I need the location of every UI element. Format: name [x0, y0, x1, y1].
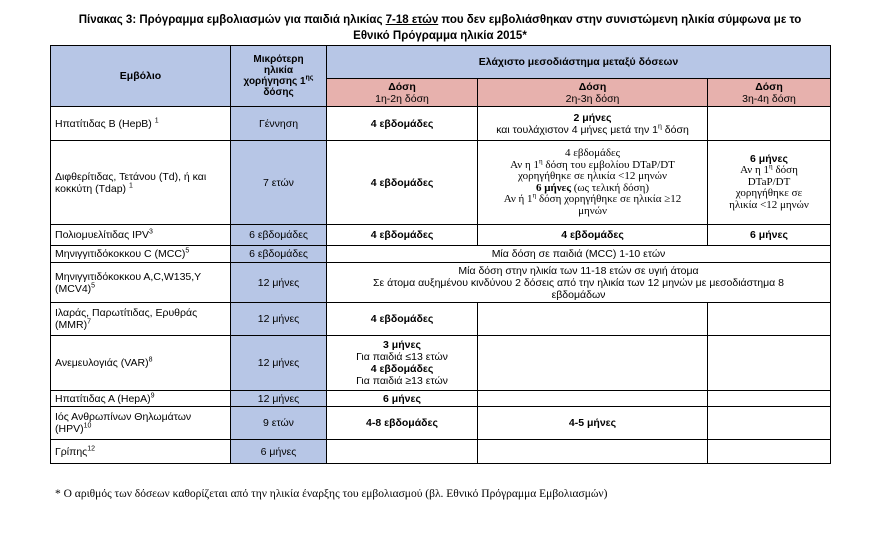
vaccine-name-flu: Γρίπης$^{12}$	[51, 440, 231, 464]
interval-2-var	[478, 336, 708, 391]
table-row-mmr	[51, 303, 831, 336]
interval-1-var: 3 μήνες Για παιδιά ≤13 ετών 4 εβδομάδες Για παιδιά ≥13 ετών	[327, 336, 478, 391]
footnote: * Ο αριθμός των δόσεων καθορίζεται από την ηλικία έναρξης του εμβολιασμού (βλ. Εθνικό Πρόγραμμα Εμβολιασμών)	[55, 488, 608, 500]
min-age-mmr: 12 μήνες	[231, 303, 327, 336]
min-age-var: 12 μήνες	[231, 336, 327, 391]
interval-1-hpv: 4-8 εβδομάδες	[327, 407, 478, 440]
header-dose-3-4: Δόση 3η-4η δόση	[708, 79, 831, 107]
table-row-hpv	[51, 407, 831, 440]
interval-1-ipv: 4 εβδομάδες	[327, 225, 478, 246]
interval-3-hepb	[708, 107, 831, 141]
title-line1-end: που δεν εμβολιάσθηκαν στην συνιστώμενη ηλικία σύμφωνα με το	[438, 14, 802, 26]
title-line1-start: Πίνακας 3: Πρόγραμμα εμβολιασμών για παιδιά ηλικίας	[78, 14, 386, 26]
min-age-ipv: 6 εβδομάδες	[231, 225, 327, 246]
header-dose-1-2: Δόση 1η-2η δόση	[327, 79, 478, 107]
table-title	[50, 12, 830, 44]
min-age-flu: 6 μήνες	[231, 440, 327, 464]
min-age-hpv: 9 ετών	[231, 407, 327, 440]
table-row-hepb	[51, 107, 831, 141]
interval-2-ipv: 4 εβδομάδες	[478, 225, 708, 246]
vaccine-name-hepb: Ηπατίτιδας Β (ΗepΒ) $^1$	[51, 107, 231, 141]
title-underlined-age: 7-18 ετών	[385, 14, 439, 26]
header-min-age: Μικρότερη ηλικία χορήγησης $1^{\eta\varsigma}$ δόσης	[231, 46, 327, 107]
header-dose-2-3: Δόση 2η-3η δόση	[478, 79, 708, 107]
min-age-mcc: 6 εβδομάδες	[231, 246, 327, 263]
interval-3-hepa	[708, 391, 831, 407]
interval-3-flu	[708, 440, 831, 464]
interval-3-mmr	[708, 303, 831, 336]
interval-span-mcc: Μία δόση σε παιδιά (MCC) 1-10 ετών	[327, 246, 831, 263]
interval-1-hepb: 4 εβδομάδες	[327, 107, 478, 141]
interval-2-mmr	[478, 303, 708, 336]
title-line2: Εθνικό Πρόγραμμα ηλικία 2015*	[353, 30, 527, 42]
interval-3-ipv: 6 μήνες	[708, 225, 831, 246]
header-vaccine: Εμβόλιο	[51, 46, 231, 107]
vaccine-name-hepa: Ηπατίτιδας Α (HepA)$^9$	[51, 391, 231, 407]
table-row-mcc	[51, 246, 831, 263]
min-age-hepb: Γέννηση	[231, 107, 327, 141]
interval-2-flu	[478, 440, 708, 464]
table-row-flu	[51, 440, 831, 464]
table-row-hepa	[51, 391, 831, 407]
interval-3-td: 6 μήνες Αν η $1^\eta$ δόση DTaP/DT χορηγήθηκε σε ηλικία <12 μηνών	[708, 141, 831, 225]
interval-1-flu	[327, 440, 478, 464]
min-age-td: 7 ετών	[231, 141, 327, 225]
min-age-mcv4: 12 μήνες	[231, 263, 327, 303]
vaccine-name-mcv4: Μηνιγγιτιδόκοκκου Α,C,W135,Y $(MCV4)^5$	[51, 263, 231, 303]
interval-2-hepb: 2 μήνες και τουλάχιστον 4 μήνες μετά την $1^\eta$ δόση	[478, 107, 708, 141]
header-min-interval: Ελάχιστο μεσοδιάστημα μεταξύ δόσεων	[327, 46, 831, 79]
interval-1-hepa: 6 μήνες	[327, 391, 478, 407]
interval-2-td: 4 εβδομάδες Αν η $1^\eta$ δόση του εμβολίου DTaP/DT χορηγήθηκε σε ηλικία <12 μηνών 6 μήνες (ως τελική δόση) Αν ή $1^\eta$ δόση χορηγήθηκε σε ηλικία ≥12 μηνών	[478, 141, 708, 225]
interval-3-var	[708, 336, 831, 391]
vaccine-name-mmr: Ιλαράς, Παρωτίτιδας, Ερυθράς (MMR)$^7$	[51, 303, 231, 336]
interval-1-td: 4 εβδομάδες	[327, 141, 478, 225]
table-row-td	[51, 141, 831, 225]
min-age-hepa: 12 μήνες	[231, 391, 327, 407]
interval-1-mmr: 4 εβδομάδες	[327, 303, 478, 336]
vaccination-table	[50, 45, 831, 464]
vaccine-name-mcc: Μηνιγγιτιδόκοκκου C (MCC)$^5$	[51, 246, 231, 263]
table-row-mcv4	[51, 263, 831, 303]
vaccine-name-ipv: Πολιομυελίτιδας IPV$^3$	[51, 225, 231, 246]
vaccine-name-var: Ανεμευλογιάς (VAR)$^8$	[51, 336, 231, 391]
table-row-var	[51, 336, 831, 391]
table-row-ipv	[51, 225, 831, 246]
interval-span-mcv4: Μία δόση στην ηλικία των 11-18 ετών σε υγιή άτομα Σε άτομα αυξημένου κινδύνου 2 δόσεις από την ηλικία των 12 μηνών με μεσοδιάστημα 8 εβδομάδων	[327, 263, 831, 303]
interval-2-hepa	[478, 391, 708, 407]
interval-2-hpv: 4-5 μήνες	[478, 407, 708, 440]
vaccine-name-hpv: Ιός Ανθρωπίνων Θηλωμάτων (HPV)$^{10}$	[51, 407, 231, 440]
vaccine-name-td: Διφθερίτιδας, Τετάνου (Td), ή και κοκκύτη (Tdap) $^1$	[51, 141, 231, 225]
interval-3-hpv	[708, 407, 831, 440]
